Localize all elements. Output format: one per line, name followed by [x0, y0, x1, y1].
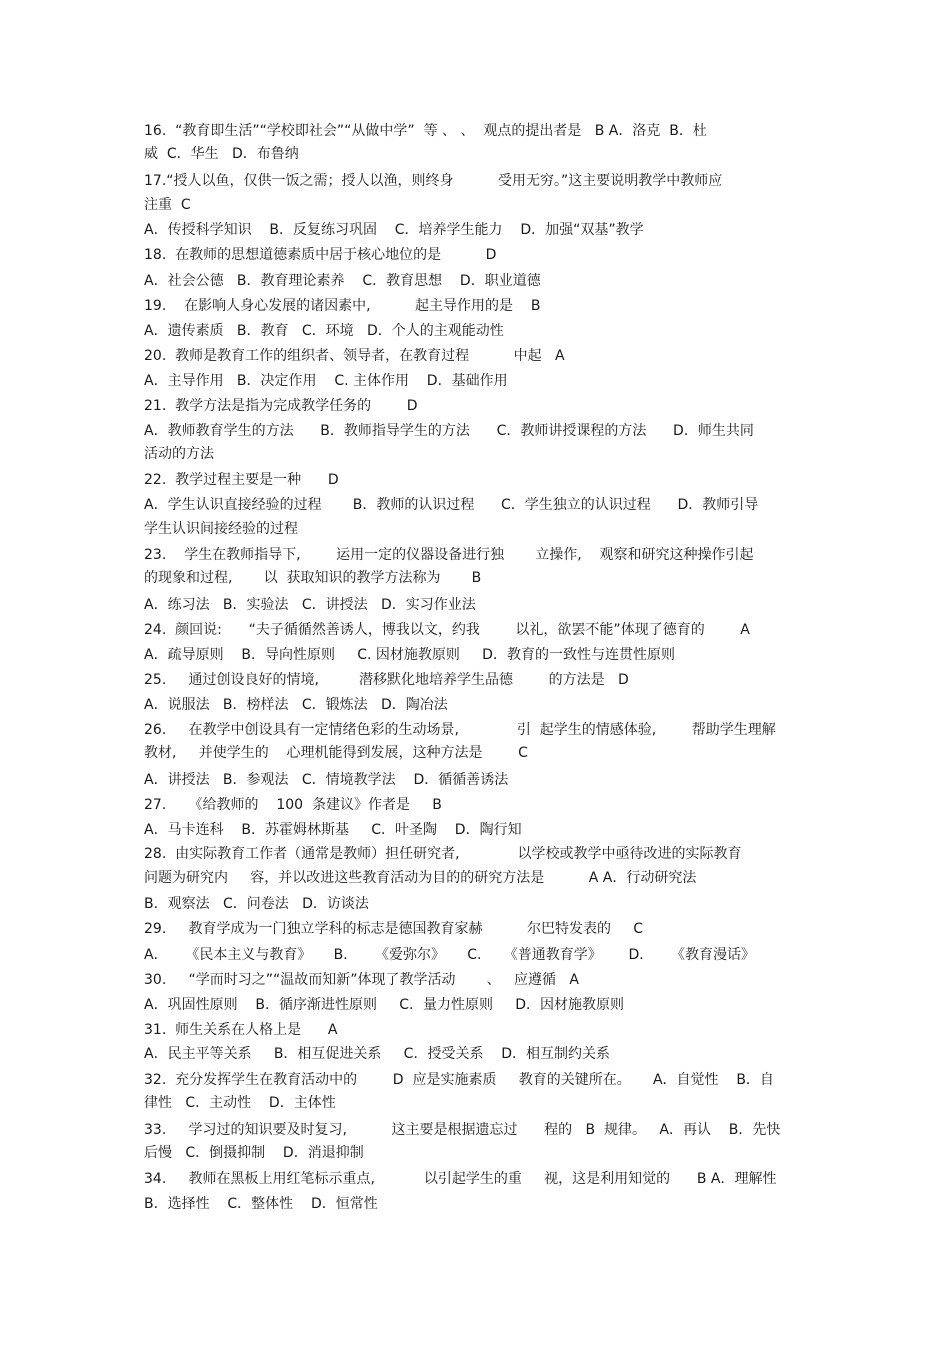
text-line: A．说服法 B．榜样法 C．锻炼法 D．陶冶法 [144, 697, 448, 713]
text-line: A．巩固性原则 B．循序渐进性原则 C．量力性原则 D．因材施教原则 [144, 997, 625, 1013]
text-line: A．传授科学知识 B．反复练习巩固 C．培养学生能力 D．加强“双基”教学 [144, 222, 644, 238]
text-line: 20. 教师是教育工作的组织者、领导者，在教育过程 中起 A [144, 348, 565, 364]
text-line: A．学生认识直接经验的过程 B．教师的认识过程 C．学生独立的认识过程 D．教师引导 [144, 497, 759, 513]
text-line: 26. 在教学中创设具有一定情绪色彩的生动场景, 引 起学生的情感体验, 帮助学生理解 [144, 722, 776, 738]
text-line: 22. 教学过程主要是一种 D [144, 472, 339, 488]
text-line: 18. 在教师的思想道德素质中居于核心地位的是 D [144, 247, 497, 263]
text-line: 27. 《给教师的 100 条建议》作者是 B [144, 797, 442, 813]
text-line: 21. 教学方法是指为完成教学任务的 D [144, 398, 418, 414]
text-line: 注重 C [144, 197, 191, 213]
text-line: A．社会公德 B．教育理论素养 C．教育思想 D．职业道德 [144, 273, 541, 289]
text-line: A．教师教育学生的方法 B．教师指导学生的方法 C．教师讲授课程的方法 D．师生共同 [144, 423, 754, 439]
text-line: 23. 学生在教师指导下, 运用一定的仪器设备进行独 立操作, 观察和研究这种操作引起 [144, 547, 754, 563]
text-line: 32. 充分发挥学生在教育活动中的 D 应是实施素质 教育的关键所在。 A．自觉性 B．自 [144, 1072, 774, 1088]
text-line: 17.“授人以鱼，仅供一饭之需；授人以渔，则终身 受用无穷。”这主要说明教学中教师应 [144, 173, 723, 189]
text-line: A．主导作用 B．决定作用 C. 主体作用 D．基础作用 [144, 373, 508, 389]
text-line: 19. 在影响人身心发展的诸因素中, 起主导作用的是 B [144, 298, 541, 314]
text-line: 16. “教育即生活”“学校即社会”“从做中学” 等 、 、 观点的提出者是 B A．洛克 B．杜 [144, 123, 707, 139]
text-line: A．遗传素质 B．教育 C．环境 D．个人的主观能动性 [144, 323, 504, 339]
text-line: 24. 颜回说: “夫子循循然善诱人，博我以文，约我 以礼，欲罢不能”体现了德育的 A [144, 622, 750, 638]
text-line: A．疏导原则 B．导向性原则 C. 因材施教原则 D．教育的一致性与连贯性原则 [144, 647, 675, 663]
text-line: A．马卡连科 B．苏霍姆林斯基 C．叶圣陶 D．陶行知 [144, 822, 522, 838]
text-line: B．选择性 C．整体性 D．恒常性 [144, 1196, 378, 1212]
text-line: 29. 教育学成为一门独立学科的标志是德国教育家赫 尔巴特发表的 C [144, 921, 644, 937]
text-line: 30. “学而时习之”“温故而知新”体现了教学活动 、 应遵循 A [144, 972, 579, 988]
text-line: 28. 由实际教育工作者（通常是教师）担任研究者, 以学校或教学中亟待改进的实际教育 [144, 846, 742, 862]
text-line: 31. 师生关系在人格上是 A [144, 1022, 338, 1038]
text-line: 33. 学习过的知识要及时复习, 这主要是根据遗忘过 程的 B 规律。 A．再认 B．先快 [144, 1122, 781, 1138]
text-line: 教材, 并使学生的 心理机能得到发展，这种方法是 C [144, 745, 528, 761]
text-line: 25. 通过创设良好的情境, 潜移默化地培养学生品德 的方法是 D [144, 672, 629, 688]
text-line: 的现象和过程, 以 获取知识的教学方法称为 B [144, 570, 482, 586]
text-line: A． 《民本主义与教育》 B． 《爱弥尔》 C. 《普通教育学》 D． 《教育漫话》 [144, 947, 756, 963]
text-line: 威 C．华生 D．布鲁纳 [144, 146, 299, 162]
text-line: 34. 教师在黑板上用红笔标示重点, 以引起学生的重 视，这是利用知觉的 B A．理解性 [144, 1171, 777, 1187]
text-line: A．讲授法 B．参观法 C．情境教学法 D．循循善诱法 [144, 772, 509, 788]
text-line: A．练习法 B．实验法 C．讲授法 D．实习作业法 [144, 597, 476, 613]
text-line: B．观察法 C．问卷法 D．访谈法 [144, 896, 369, 912]
text-line: 学生认识间接经验的过程 [144, 521, 298, 537]
text-line: 问题为研究内 容，并以改进这些教育活动为目的的研究方法是 A A．行动研究法 [144, 870, 697, 886]
text-line: 活动的方法 [144, 446, 214, 462]
text-line: A．民主平等关系 B．相互促进关系 C．授受关系 D．相互制约关系 [144, 1046, 611, 1062]
text-line: 后慢 C．倒摄抑制 D．消退抑制 [144, 1145, 364, 1161]
text-line: 律性 C．主动性 D．主体性 [144, 1095, 336, 1111]
